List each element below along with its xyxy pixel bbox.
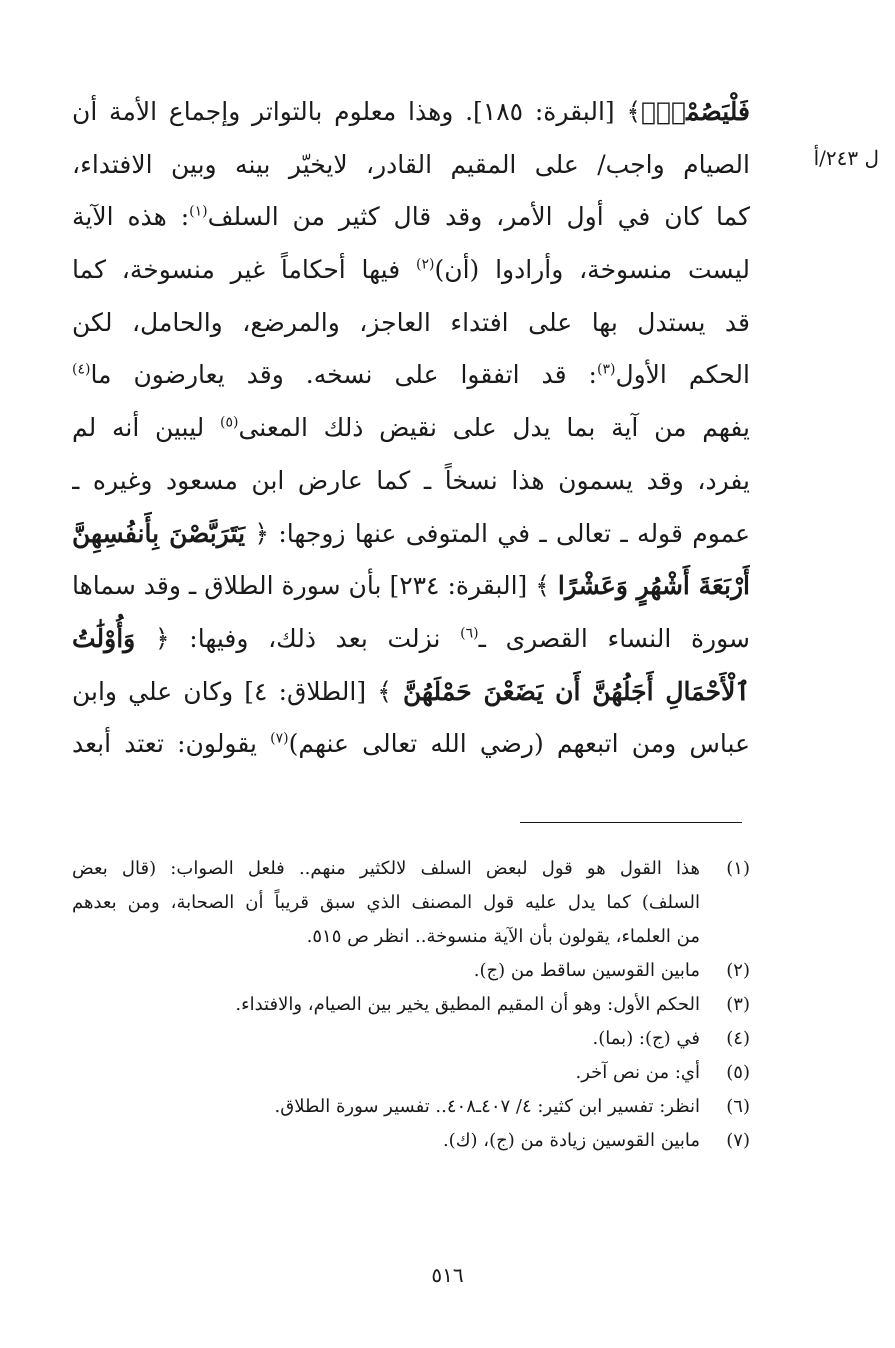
text-run: كما كان في أول الأمر، وقد قال كثير من السلف <box>207 202 750 232</box>
quran-quote: ٱلْأَحْمَالِ أَجَلُهُنَّ أَن يَضَعْنَ حَمْلَهُنَّ <box>402 676 750 706</box>
footnote-number: (٣) <box>726 994 750 1015</box>
text-run: ليست منسوخة، وأرادوا (أن) <box>434 255 750 285</box>
footnote-number: (٥) <box>726 1062 750 1083</box>
text-line <box>72 244 750 297</box>
footnote-marker: (٧) <box>270 730 289 747</box>
footnote-marker: (١) <box>189 204 208 221</box>
text-run: عموم قوله ـ تعالى ـ في المتوفى عنها زوجها: ﴿ <box>245 518 750 548</box>
text-run: : هذه الآية <box>72 202 190 232</box>
text-run: ﴾ [الطلاق: ٤] وكان علي وابن <box>72 676 403 706</box>
text-run: يقولون: تعتد أبعد <box>72 729 271 759</box>
footnote <box>72 1090 750 1124</box>
footnote-text: الحكم الأول: وهو أن المقيم المطيق يخير بين الصيام، والافتداء. <box>235 994 700 1015</box>
text-run: فيها أحكاماً غير منسوخة، كما <box>72 255 416 285</box>
footnote <box>72 1022 750 1056</box>
text-line <box>72 86 750 139</box>
text-run: الصيام واجب/ على المقيم القادر، لايخيّر بينه وبين الافتداء، <box>72 149 750 179</box>
text-line <box>72 349 750 402</box>
footnote <box>72 1124 750 1158</box>
footnote-number: (١) <box>726 858 750 879</box>
text-run: قد يستدل بها على افتداء العاجز، والمرضع، والحامل، لكن <box>72 307 750 337</box>
text-line <box>72 191 750 244</box>
text-line <box>72 508 750 561</box>
text-run: ليبين أنه لم <box>72 413 220 443</box>
footnote <box>72 852 750 954</box>
footnote-number: (٦) <box>726 1096 750 1117</box>
footnote-divider <box>520 822 742 823</box>
text-run: ﴾ [البقرة: ٢٣٤] بأن سورة الطلاق ـ وقد سماها <box>72 571 558 601</box>
text-run: يفهم من آية بما يدل على نقيض ذلك المعنى <box>238 413 750 443</box>
text-line <box>72 139 750 192</box>
text-line <box>72 560 750 613</box>
text-line <box>72 666 750 719</box>
footnote-number: (٤) <box>726 1028 750 1049</box>
page-number: ٥١٦ <box>431 1263 464 1287</box>
footnotes <box>72 852 750 1158</box>
text-run: نزلت بعد ذلك، وفيها: ﴿ <box>135 623 461 653</box>
text-line <box>72 613 750 666</box>
quran-quote: وَأُوْلَٰتُ <box>72 623 136 653</box>
footnote <box>72 1056 750 1090</box>
footnote-text: انظر: تفسير ابن كثير: ٤/ ٤٠٧ـ٤٠٨.. تفسير سورة الطلاق. <box>274 1096 700 1117</box>
footnote-text: هذا القول هو قول لبعض السلف لالكثير منهم.. فلعل الصواب: (قال بعض <box>72 858 700 879</box>
footnote-marker: (٣) <box>596 362 616 379</box>
footnote-text: أي: من نص آخر. <box>575 1062 700 1083</box>
text-run: ﴾ [البقرة: ١٨٥]. وهذا معلوم بالتواتر وإجماع الأمة أن <box>72 97 642 126</box>
footnote-marker: (٢) <box>416 256 435 273</box>
footnote-text: في (ج): (بما). <box>592 1028 700 1049</box>
quran-quote: فَلْيَصُمْهُۖ <box>641 97 750 126</box>
text-run: : قد اتفقوا على نسخه. وقد يعارضون ما <box>90 360 597 390</box>
quran-quote: يَتَرَبَّصْنَ بِأَنفُسِهِنَّ <box>72 518 246 548</box>
footnote <box>72 988 750 1022</box>
text-run: سورة النساء القصرى ـ <box>478 623 750 653</box>
text-line <box>72 455 750 508</box>
footnote-marker: (٤) <box>72 362 91 379</box>
text-line <box>72 402 750 455</box>
footnote-text: مابين القوسين زيادة من (ج)، (ك). <box>442 1130 700 1151</box>
manuscript-folio-note: ل ٢٤٣/أ <box>813 146 879 170</box>
text-run: الحكم الأول <box>615 360 750 390</box>
footnote-marker: (٥) <box>219 414 239 431</box>
text-line <box>72 297 750 350</box>
footnote-number: (٢) <box>726 960 750 981</box>
footnote-text: من العلماء، يقولون بأن الآية منسوخة.. انظر ص ٥١٥. <box>306 926 700 947</box>
text-run: عباس ومن اتبعهم (رضي الله تعالى عنهم) <box>288 729 750 759</box>
text-line <box>72 718 750 771</box>
quran-quote: أَرْبَعَةَ أَشْهُرٍ وَعَشْرًا <box>557 571 750 601</box>
footnote-number: (٧) <box>726 1130 750 1151</box>
footnote <box>72 954 750 988</box>
footnote-text: مابين القوسين ساقط من (ج). <box>473 960 700 981</box>
main-text <box>72 86 750 771</box>
text-run: يفرد، وقد يسمون هذا نسخاً ـ كما عارض ابن مسعود وغيره ـ <box>72 465 750 495</box>
footnote-text: السلف) كما يدل عليه قول المصنف الذي سبق قريباً أن الصحابة، ومن بعدهم <box>72 892 700 913</box>
footnote-marker: (٦) <box>460 625 479 642</box>
